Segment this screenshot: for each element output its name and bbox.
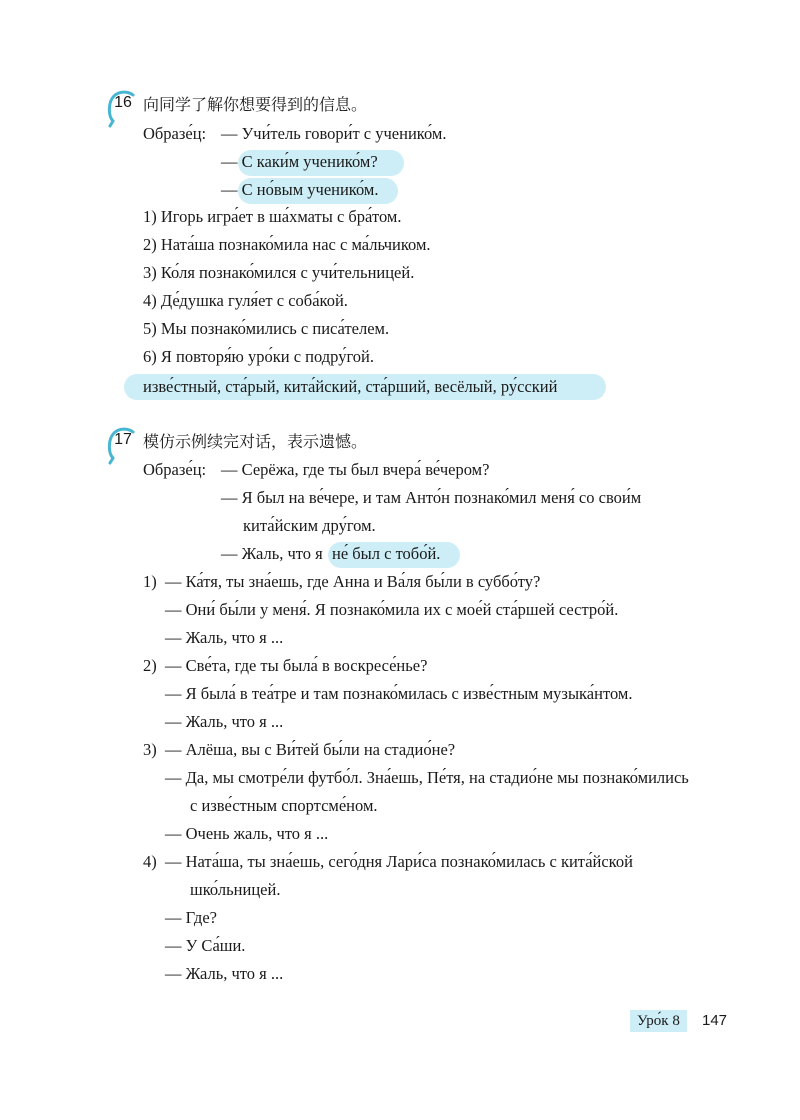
ex16-sample-label: Образе́ц: [143,124,207,143]
exercise-16-badge [106,88,140,128]
ex17-sample-line-1: — Серёжа, где ты был вчера́ ве́чером? [221,460,490,479]
ex16-sample-line-1: — Учи́тель говори́т с ученико́м. [221,124,447,143]
dialogue-3-line-3: с изве́стным спортсме́ном. [190,796,378,815]
dialogue-4-line-4: — У Са́ши. [165,936,246,955]
dialogue-4-line-5: — Жаль, что я ... [165,964,284,983]
ex16-sample-line-3 [221,178,379,202]
dialogue-3-line-4: — Очень жаль, что я ... [165,824,329,843]
dialogue-3-number: 3) [143,740,157,759]
exercise-17-number: 17 [114,431,132,448]
dialogue-1-number: 1) [143,572,157,591]
dialogue-2-number: 2) [143,656,157,675]
dialogue-3-line-2: — Да, мы смотре́ли футбо́л. Зна́ешь, Пе́тя, на стадио́не мы познако́мились [165,768,689,787]
dialogue-4-line-2: шко́льницей. [190,880,281,899]
lesson-label: Уро́к 8 [630,1010,687,1032]
dialogue-1-line-1: — Ка́тя, ты зна́ешь, где Анна и Ва́ля бы́ли в суббо́ту? [165,572,541,591]
dialogue-4-line-3: — Где? [165,908,217,927]
dialogue-1-line-2: — Они́ бы́ли у меня́. Я познако́мила их с мое́й ста́ршей сестро́й. [165,600,619,619]
dialogue-1-line-3: — Жаль, что я ... [165,628,284,647]
ex16-item-4: 4) Де́душка гуля́ет с соба́кой. [143,291,348,310]
ex16-item-6: 6) Я повторя́ю уро́ки с подру́гой. [143,347,375,366]
dialogue-2-line-2: — Я была́ в теа́тре и там познако́милась с изве́стным музыка́нтом. [165,684,633,703]
ex17-sample-line-3: кита́йским дру́гом. [243,516,376,535]
exercise-16-number: 16 [114,94,132,111]
ex16-sample-line-3-text: — С но́вым ученико́м. [221,180,379,199]
dialogue-4-number: 4) [143,852,157,871]
ex16-sample-line-2-text: — С каки́м ученико́м? [221,152,378,171]
ex17-sample-line-2: — Я был на ве́чере, и там Анто́н познако́мил меня́ со свои́м [221,488,642,507]
ex17-sample-line-4-answer: не́ был с тобо́й. [332,544,441,563]
ex16-item-1: 1) Игорь игра́ет в ша́хматы с бра́том. [143,207,402,226]
exercise-17-title: 模仿示例续完对话，表示遗憾。 [143,432,368,451]
ex16-item-3: 3) Ко́ля познако́мился с учи́тельницей. [143,263,415,282]
adjective-list: изве́стный, ста́рый, кита́йский, ста́рший, весёлый, ру́сский [143,377,558,396]
page-number: 147 [702,1012,728,1029]
dialogue-3-line-1: — Алёша, вы с Ви́тей бы́ли на стадио́не? [165,740,456,759]
exercise-16-title: 向同学了解你想要得到的信息。 [143,95,368,114]
ex16-item-2: 2) Ната́ша познако́мила нас с ма́льчиком. [143,235,431,254]
exercise-17-badge [106,425,140,465]
ex16-item-5: 5) Мы познако́мились с писа́телем. [143,319,390,338]
dialogue-2-line-3: — Жаль, что я ... [165,712,284,731]
ex16-sample-line-2 [221,150,378,174]
ex17-sample-label: Образе́ц: [143,460,207,479]
dialogue-2-line-1: — Све́та, где ты была́ в воскресе́нье? [165,656,428,675]
dialogue-4-line-1: — Ната́ша, ты зна́ешь, сего́дня Лари́са познако́милась с кита́йской [165,852,633,871]
ex17-sample-line-4: — Жаль, что я [221,544,323,563]
